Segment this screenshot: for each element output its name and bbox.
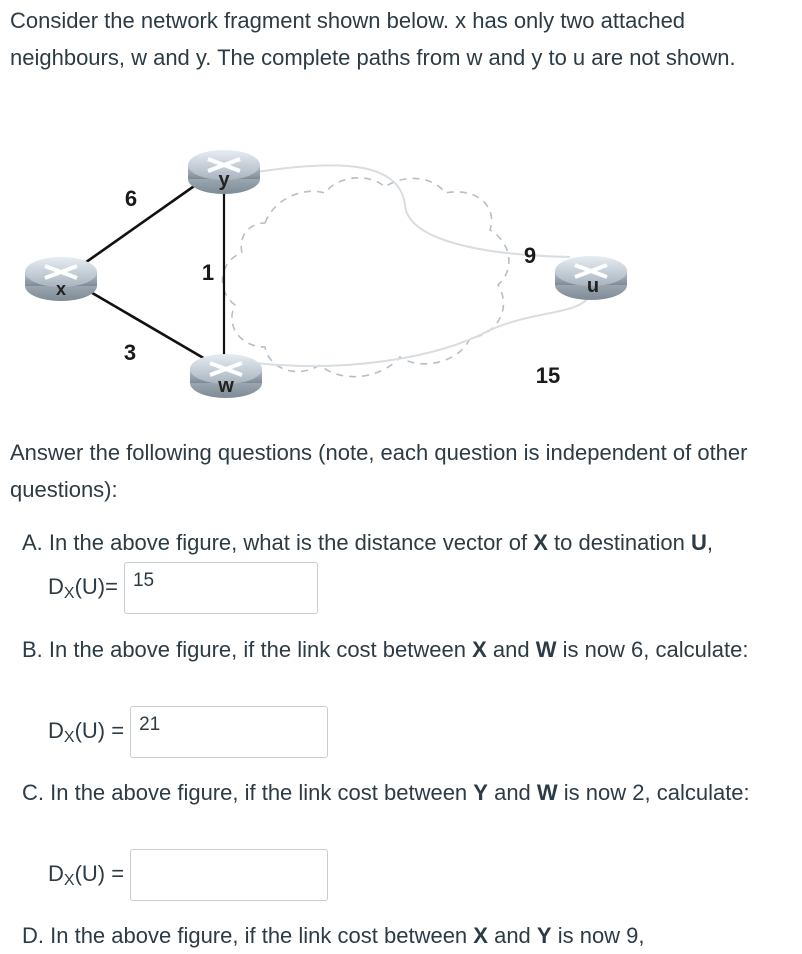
question-text-part: and <box>487 780 537 805</box>
answer-input-b[interactable] <box>130 706 328 758</box>
path-y-to-u <box>250 165 570 257</box>
question-c-text <box>22 774 792 811</box>
question-d-text <box>22 917 792 954</box>
cost-label-w-u: 15 <box>535 363 561 388</box>
answer-label-sub: X <box>63 728 75 746</box>
answer-label-rest: (U) = <box>74 717 125 743</box>
cost-label-x-y: 6 <box>124 186 138 211</box>
answer-label-main: D <box>48 573 64 599</box>
node-label-w: w <box>218 375 234 397</box>
question-bold-term: Y <box>473 780 488 805</box>
link-x-w <box>82 287 212 363</box>
question-text-part: , <box>706 530 714 555</box>
question-letter: B. <box>22 637 43 662</box>
answer-label-c <box>48 861 124 890</box>
answer-label-a <box>48 574 118 603</box>
network-diagram-svg <box>20 135 660 425</box>
question-bold-term: U <box>691 530 707 555</box>
answer-row-b <box>48 706 328 758</box>
intro-text: Consider the network fragment shown below. x has only two attached neighbours, w and y. The complete paths from w and y to u are not shown. <box>10 8 736 70</box>
node-label-u: u <box>586 275 600 297</box>
node-label-y: y <box>218 169 230 191</box>
question-b-text <box>22 631 792 668</box>
answer-row-c <box>48 849 328 901</box>
question-text-part: In the above figure, if the link cost between <box>50 923 474 948</box>
answer-label-sub: X <box>63 871 75 889</box>
question-a-text <box>22 524 792 561</box>
question-text-part: and <box>486 637 536 662</box>
answer-label-main: D <box>48 717 64 743</box>
question-text-part: In the above figure, what is the distance vector of <box>48 530 534 555</box>
question-bold-term: W <box>536 780 558 805</box>
answer-row-a <box>48 562 318 614</box>
answer-label-sub: X <box>63 584 75 602</box>
question-text-part: is now 2, calculate: <box>557 780 750 805</box>
question-b <box>22 631 792 668</box>
answer-label-rest: (U)= <box>74 573 118 599</box>
question-text-part: and <box>487 923 537 948</box>
answer-label-rest: (U) = <box>74 860 125 886</box>
question-bold-term: Y <box>536 923 552 948</box>
question-bold-term: X <box>533 530 548 555</box>
answer-label-b <box>48 718 124 747</box>
router-x <box>25 257 97 301</box>
cost-label-y-u: 9 <box>523 243 537 268</box>
question-letter: D. <box>22 923 44 948</box>
instructions-text: Answer the following questions (note, each question is independent of other questions): <box>10 440 748 502</box>
cost-label-y-w: 1 <box>201 260 215 285</box>
question-c <box>22 774 792 811</box>
question-letter: C. <box>22 780 44 805</box>
question-text-part: is now 6, calculate: <box>556 637 749 662</box>
question-bold-term: W <box>535 637 557 662</box>
question-bold-term: X <box>472 637 487 662</box>
answer-input-a[interactable] <box>124 562 318 614</box>
router-u <box>555 256 627 300</box>
question-d <box>22 917 792 954</box>
cost-label-x-w: 3 <box>123 340 137 365</box>
question-text-part: to destination <box>547 530 691 555</box>
question-bold-term: X <box>473 923 488 948</box>
network-cloud <box>222 178 508 377</box>
network-diagram <box>20 135 660 425</box>
question-text-part: In the above figure, if the link cost between <box>48 637 473 662</box>
router-y <box>188 150 260 194</box>
answer-input-c[interactable] <box>130 849 328 901</box>
link-x-y <box>82 177 207 265</box>
path-w-to-u <box>255 295 590 366</box>
question-text-part: In the above figure, if the link cost between <box>50 780 474 805</box>
question-text-part: is now 9, <box>551 923 645 948</box>
node-label-x: x <box>55 279 67 299</box>
router-w <box>190 354 262 398</box>
question-letter: A. <box>22 530 43 555</box>
question-a <box>22 524 792 561</box>
answer-label-main: D <box>48 860 64 886</box>
